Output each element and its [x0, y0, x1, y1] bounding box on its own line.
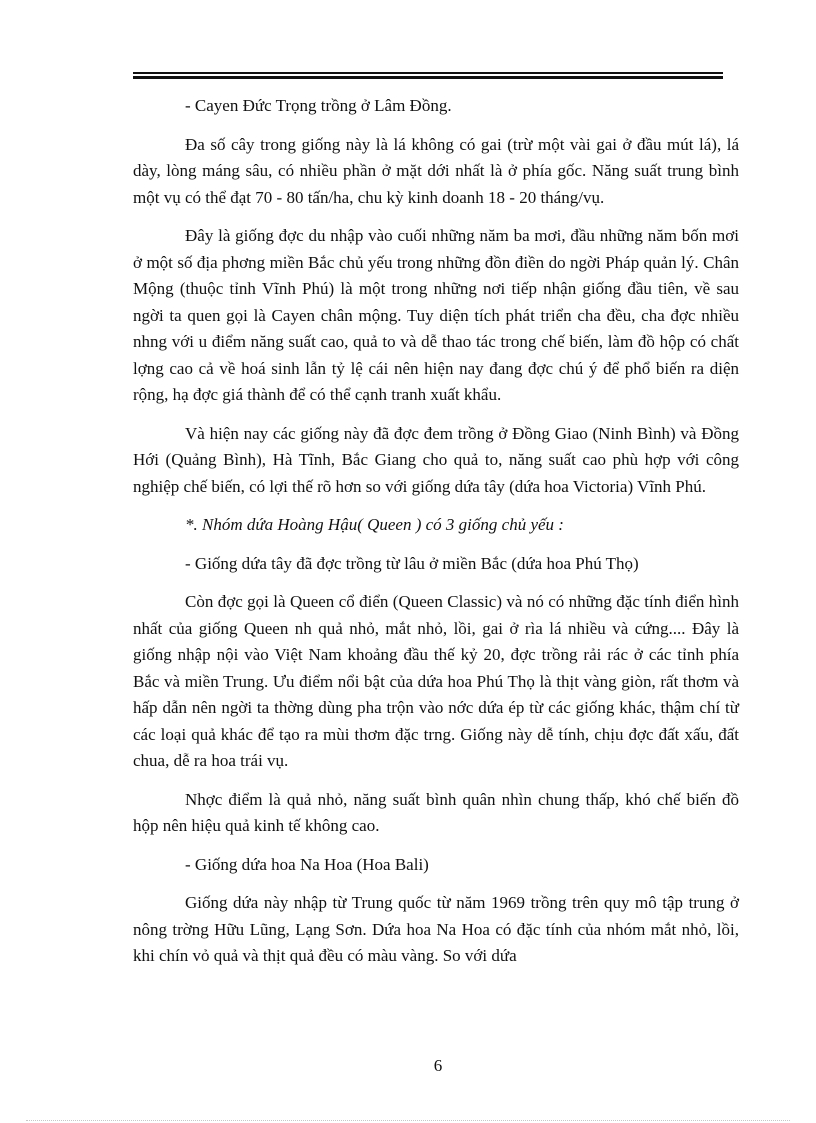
paragraph-leaf-description: Đa số cây trong giống này là lá không có gai (trừ một vài gai ở đầu mút lá), lá dày, lòng máng sâu, có nhiều phần ở mặt dới nhất là ở phía gốc. Năng suất trung bình một vụ có thể đạt 70 - 80 tấn/ha, chu kỳ kinh doanh 18 - 20 tháng/vụ.	[133, 134, 739, 207]
header-double-rule	[133, 72, 723, 79]
paragraph-current-cultivation: Và hiện nay các giống này đã đợc đem trồng ở Đồng Giao (Ninh Bình) và Đồng Hới (Quảng Bình), Hà Tĩnh, Bắc Giang cho quả to, năng suất cao phù hợp với công nghiệp chế biến, có lợi thế rõ hơn so với giống dứa tây (dứa hoa Victoria) Vĩnh Phú.	[133, 423, 739, 496]
paragraph-queen-classic: Còn đợc gọi là Queen cổ điển (Queen Classic) và nó có những đặc tính điển hình nhất của giống Queen nh quả nhỏ, mắt nhỏ, lồi, gai ở rìa lá nhiều và cứng.... Đây là giống nhập nội vào Việt Nam khoảng đầu thế kỷ 20, đợc trồng rải rác ở các tỉnh phía Bắc và miền Trung. Ưu điểm nổi bật của dứa hoa Phú Thọ là thịt vàng giòn, rất thơm và hấp dẫn nên ngời ta thờng dùng pha trộn vào nớc dứa ép từ các giống khác, thậm chí từ các loại quả khác để tạo ra mùi thơm đặc trng. Giống này dễ tính, chịu đợc đất xấu, đất chua, dễ ra hoa trái vụ.	[133, 592, 739, 770]
bullet-duta-tay: - Giống dứa tây đã đợc trồng từ lâu ở miền Bắc (dứa hoa Phú Thọ)	[185, 553, 639, 573]
bullet-na-hoa: - Giống dứa hoa Na Hoa (Hoa Bali)	[185, 854, 429, 874]
page-number: 6	[433, 1056, 443, 1075]
paragraph-introduction-history: Đây là giống đợc du nhập vào cuối những năm ba mơi, đầu những năm bốn mơi ở một số địa phơng miền Bắc chủ yếu trong những đồn điền do ngời Pháp quản lý. Chân Mộng (thuộc tỉnh Vĩnh Phú) là một trong những nơi tiếp nhận giống đầu tiên, về sau ngời ta quen gọi là Cayen chân mộng. Tuy diện tích phát triển cha đều, cha đợc nhiều nhng với u điểm năng suất cao, quả to và dễ thao tác trong chế biến, làm đồ hộp có chất lợng cao cả về hoá sinh lẫn tỷ lệ cái nên hiện nay đang đợc chú ý để phổ biến ra diện rộng, hạ đợc giá thành để có thể cạnh tranh xuất khẩu.	[133, 226, 739, 404]
paragraph-na-hoa-description: Giống dứa này nhập từ Trung quốc từ năm 1969 trồng trên quy mô tập trung ở nông trờng Hữu Lũng, Lạng Sơn. Dứa hoa Na Hoa có đặc tính của nhóm mắt nhỏ, lồi, khi chín vỏ quả và thịt quả đều có màu vàng. So với dứa	[133, 893, 739, 965]
footer-dotted-line	[26, 1120, 790, 1121]
document-body	[133, 93, 739, 982]
paragraph-disadvantages: Nhợc điểm là quả nhỏ, năng suất bình quân nhìn chung thấp, khó chế biến đồ hộp nên hiệu quả kinh tế không cao.	[133, 789, 739, 835]
bullet-cayen-duc-trong: - Cayen Đức Trọng trồng ở Lâm Đồng.	[185, 96, 452, 115]
section-heading-queen-group: *. Nhóm dứa Hoàng Hậu( Queen ) có 3 giống chủ yếu :	[185, 515, 564, 534]
